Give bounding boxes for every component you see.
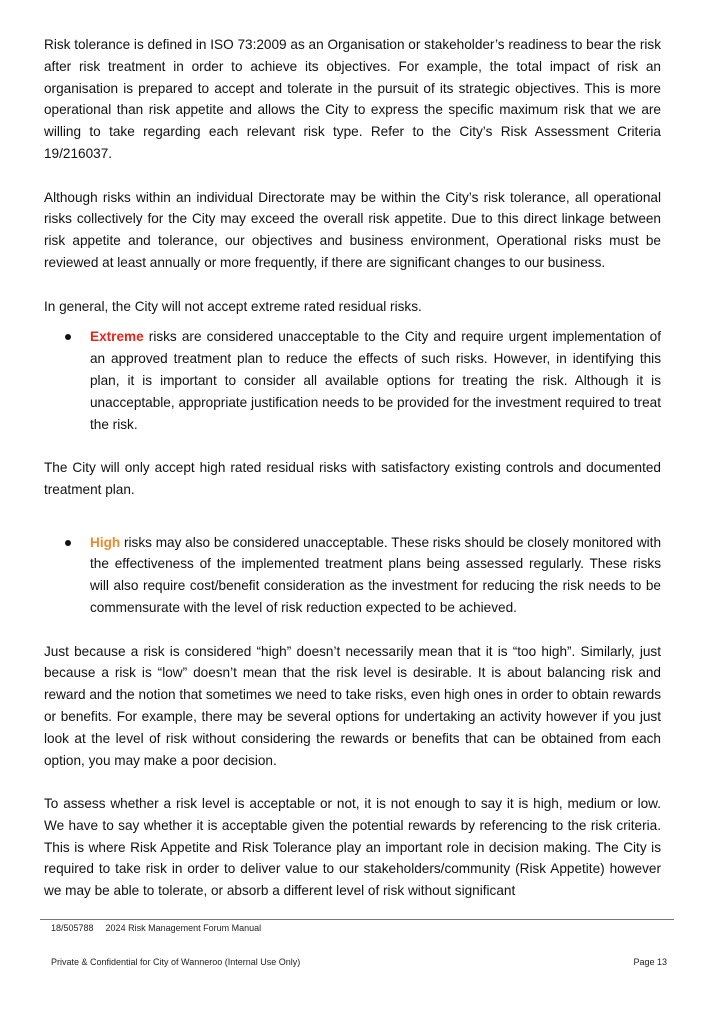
paragraph-risk-level-meaning: Just because a risk is considered “high” doesn’t necessarily mean that it is “too high”. Similarly, just because a risk is “low” doesn’t mean that the risk level is desirable. It is about balancing risk and reward and the notion that sometimes we need to take risks, even high ones in order to obtain rewards or benefits. For example, there may be several options for undertaking an activity however if you just look at the level of risk without considering the rewards or benefits that can be obtained from each option, you may make a poor decision. [44, 643, 661, 768]
paragraph-gap [44, 619, 661, 641]
footer-document-reference [51, 922, 261, 934]
paragraph-gap [44, 771, 661, 793]
bullet-dot-icon [65, 540, 71, 546]
footer-page-number: Page 13 [633, 957, 667, 967]
paragraph-gap [44, 501, 661, 523]
footer-doc-title: 2024 Risk Management Forum Manual [105, 923, 262, 933]
paragraph-risk-tolerance-definition: Risk tolerance is defined in ISO 73:2009 as an Organisation or stakeholder’s readiness to bear the risk after risk treatment in order to achieve its objectives. For example, the total impact of risk an organisation is prepared to accept and tolerate in the pursuit of its strategic objectives. This is more operational than risk appetite and allows the City to express the specific maximum risk that we are willing to take regarding each relevant risk type. Refer to the City’s Risk Assessment Criteria 19/216037. [44, 37, 661, 161]
paragraph-high-policy: The City will only accept high rated residual risks with satisfactory existing controls and documented treatment plan. [44, 460, 661, 497]
bullet-high [44, 532, 661, 619]
paragraph-gap [44, 435, 661, 457]
paragraph-directorate-risks: Although risks within an individual Directorate may be within the City’s risk tolerance, all operational risks collectively for the City may exceed the overall risk appetite. Due to this direct linkage between risk appetite and tolerance, our objectives and business environment, Operational risks must be reviewed at least annually or more frequently, if there are significant changes to our business. [44, 189, 661, 270]
extreme-text: risks are considered unacceptable to the City and require urgent implementation of an approved treatment plan to reduce the effects of such risks. However, in identifying this plan, it is important to consider all available options for treating the risk. Although it is unacceptable, appropriate justification needs to be provided for the investment required to treat the risk. [90, 329, 661, 432]
high-text: risks may also be considered unacceptable. These risks should be closely monitored with the effectiveness of the implemented treatment plans being assessed regularly. These risks will also require cost/benefit consideration as the investment for reducing the risk needs to be commensurate with the level of risk reduction expected to be achieved. [90, 534, 661, 615]
paragraph-gap [44, 274, 661, 296]
footer-confidentiality: Private & Confidential for City of Wanneroo (Internal Use Only) [51, 957, 301, 967]
paragraph-extreme-policy: In general, the City will not accept extreme rated residual risks. [44, 298, 422, 314]
paragraph-gap [44, 523, 661, 532]
bullet-dot-icon [65, 334, 71, 340]
high-label: High [90, 534, 121, 550]
footer-divider [40, 919, 674, 920]
extreme-label: Extreme [90, 329, 144, 345]
paragraph-gap [44, 317, 661, 326]
bullet-extreme [44, 326, 661, 435]
footer-doc-number: 18/505788 [51, 923, 94, 933]
document-body [44, 34, 661, 902]
paragraph-acceptability: To assess whether a risk level is acceptable or not, it is not enough to say it is high, medium or low. We have to say whether it is acceptable given the potential rewards by referencing to the risk criteria. This is where Risk Appetite and Risk Tolerance play an important role in decision making. The City is required to take risk in order to deliver value to our stakeholders/community (Risk Appetite) however we may be able to tolerate, or absorb a different level of risk without significant [44, 796, 661, 899]
paragraph-gap [44, 165, 661, 187]
